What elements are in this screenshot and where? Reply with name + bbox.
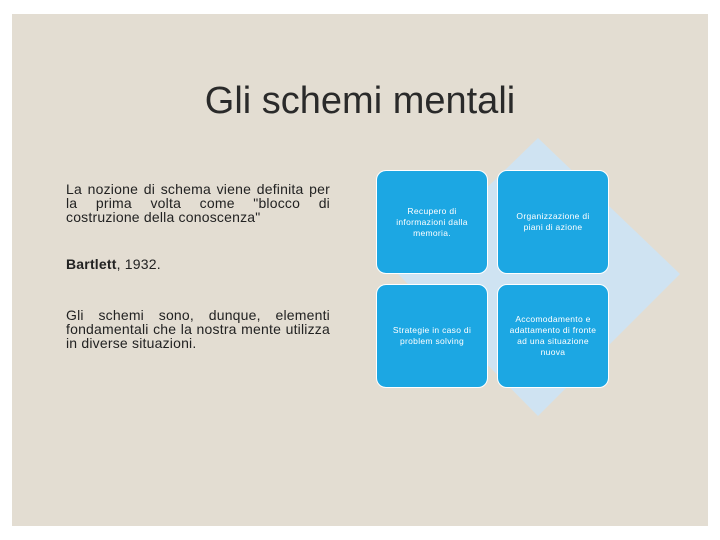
- cell-action-planning: Organizzazione di piani di azione: [497, 170, 609, 274]
- cell-memory-retrieval: Recupero di informazioni dalla memoria.: [376, 170, 488, 274]
- citation: [66, 257, 330, 271]
- citation-author: Bartlett: [66, 256, 117, 272]
- cell-problem-solving: Strategie in caso di problem solving: [376, 284, 488, 388]
- definition-paragraph: La nozione di schema viene definita per la prima volta come "blocco di costruzione della conoscenza": [66, 181, 330, 225]
- citation-year: , 1932.: [116, 256, 161, 272]
- slide-title: Gli schemi mentali: [204, 80, 516, 122]
- cell-accommodation: Accomodamento e adattamento di fronte ad una situazione nuova: [497, 284, 609, 388]
- summary-paragraph: Gli schemi sono, dunque, elementi fondamentali che la nostra mente utilizza in diverse situazioni.: [66, 307, 330, 351]
